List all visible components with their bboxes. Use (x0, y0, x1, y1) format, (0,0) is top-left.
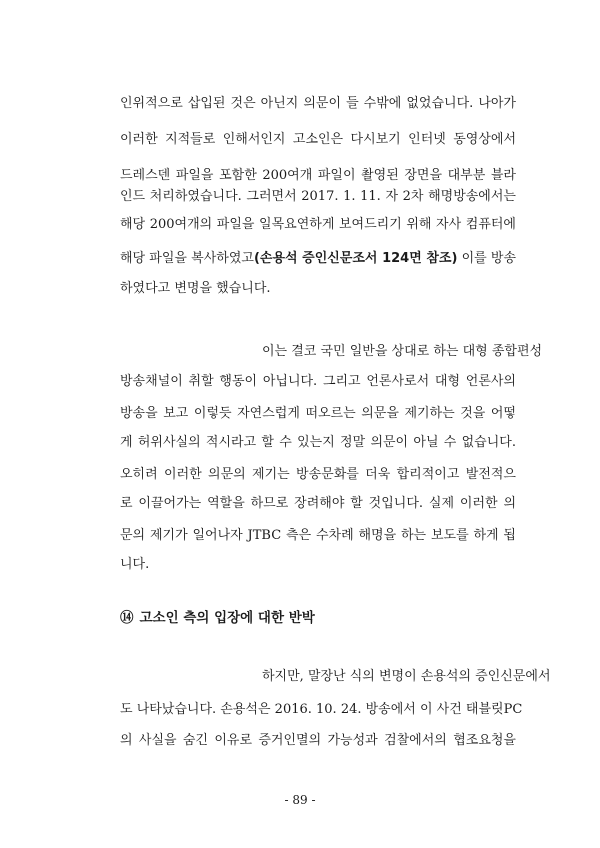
paragraph-2-line-1: 이는 결코 국민 일반을 상대로 하는 대형 종합편성 (262, 344, 543, 359)
paragraph-1-line-4: 인드 처리하였습니다. 그러면서 2017. 1. 11. 자 2차 해명방송에서는 (120, 189, 516, 204)
citation-lead-text: 해당 파일을 복사하였고 (120, 251, 254, 266)
paragraph-3-line-2: 도 나타났습니다. 손용석은 2016. 10. 24. 방송에서 이 사건 태블릿PC (120, 702, 523, 717)
paragraph-1-line-3: 드레스덴 파일을 포함한 200여개 파일이 촬영된 장면을 대부분 블라 (120, 168, 516, 183)
paragraph-1-line-1: 인위적으로 삽입된 것은 아닌지 의문이 들 수밖에 없었습니다. 나아가 (120, 96, 516, 111)
paragraph-2-line-2: 방송채널이 취할 행동이 아닙니다. 그리고 언론사로서 대형 언론사의 (120, 374, 516, 389)
paragraph-2-line-4: 게 허위사실의 적시라고 할 수 있는지 정말 의문이 아닐 수 없습니다. (120, 435, 516, 450)
paragraph-1-line-5: 해당 200여개의 파일을 일목요연하게 보여드리기 위해 자사 컴퓨터에 (120, 217, 516, 232)
page-number: - 89 - (284, 793, 316, 807)
paragraph-2-line-5: 오히려 이러한 의문의 제기는 방송문화를 더욱 합리적이고 발전적으 (120, 467, 516, 482)
citation-trail-text: 이를 방송 (457, 251, 517, 266)
paragraph-2-line-6: 로 이끌어가는 역할을 하므로 장려해야 할 것입니다. 실제 이러한 의 (120, 496, 516, 511)
paragraph-1-line-6 (120, 250, 516, 268)
paragraph-2-line-3: 방송을 보고 이렇듯 자연스럽게 떠오르는 의문을 제기하는 것을 어떻 (120, 406, 516, 421)
citation-reference: (손용석 증인신문조서 124면 참조) (253, 251, 458, 266)
paragraph-1-line-7: 하였다고 변명을 했습니다. (120, 281, 271, 296)
section-heading-title: 고소인 측의 입장에 대한 반박 (139, 610, 315, 626)
paragraph-1-line-2: 이러한 지적들로 인해서인지 고소인은 다시보기 인터넷 동영상에서 (120, 132, 516, 147)
paragraph-2-line-8: 니다. (120, 557, 150, 572)
paragraph-3-line-1: 하지만, 말장난 식의 변명이 손용석의 증인신문에서 (262, 669, 551, 684)
section-heading (120, 609, 315, 627)
circled-number-marker: ⑭ (120, 610, 134, 626)
paragraph-2-line-7: 문의 제기가 일어나자 JTBC 측은 수차례 해명을 하는 보도를 하게 됩 (120, 528, 516, 543)
paragraph-3-line-3: 의 사실을 숨긴 이유로 증거인멸의 가능성과 검찰에서의 협조요청을 (120, 733, 516, 748)
